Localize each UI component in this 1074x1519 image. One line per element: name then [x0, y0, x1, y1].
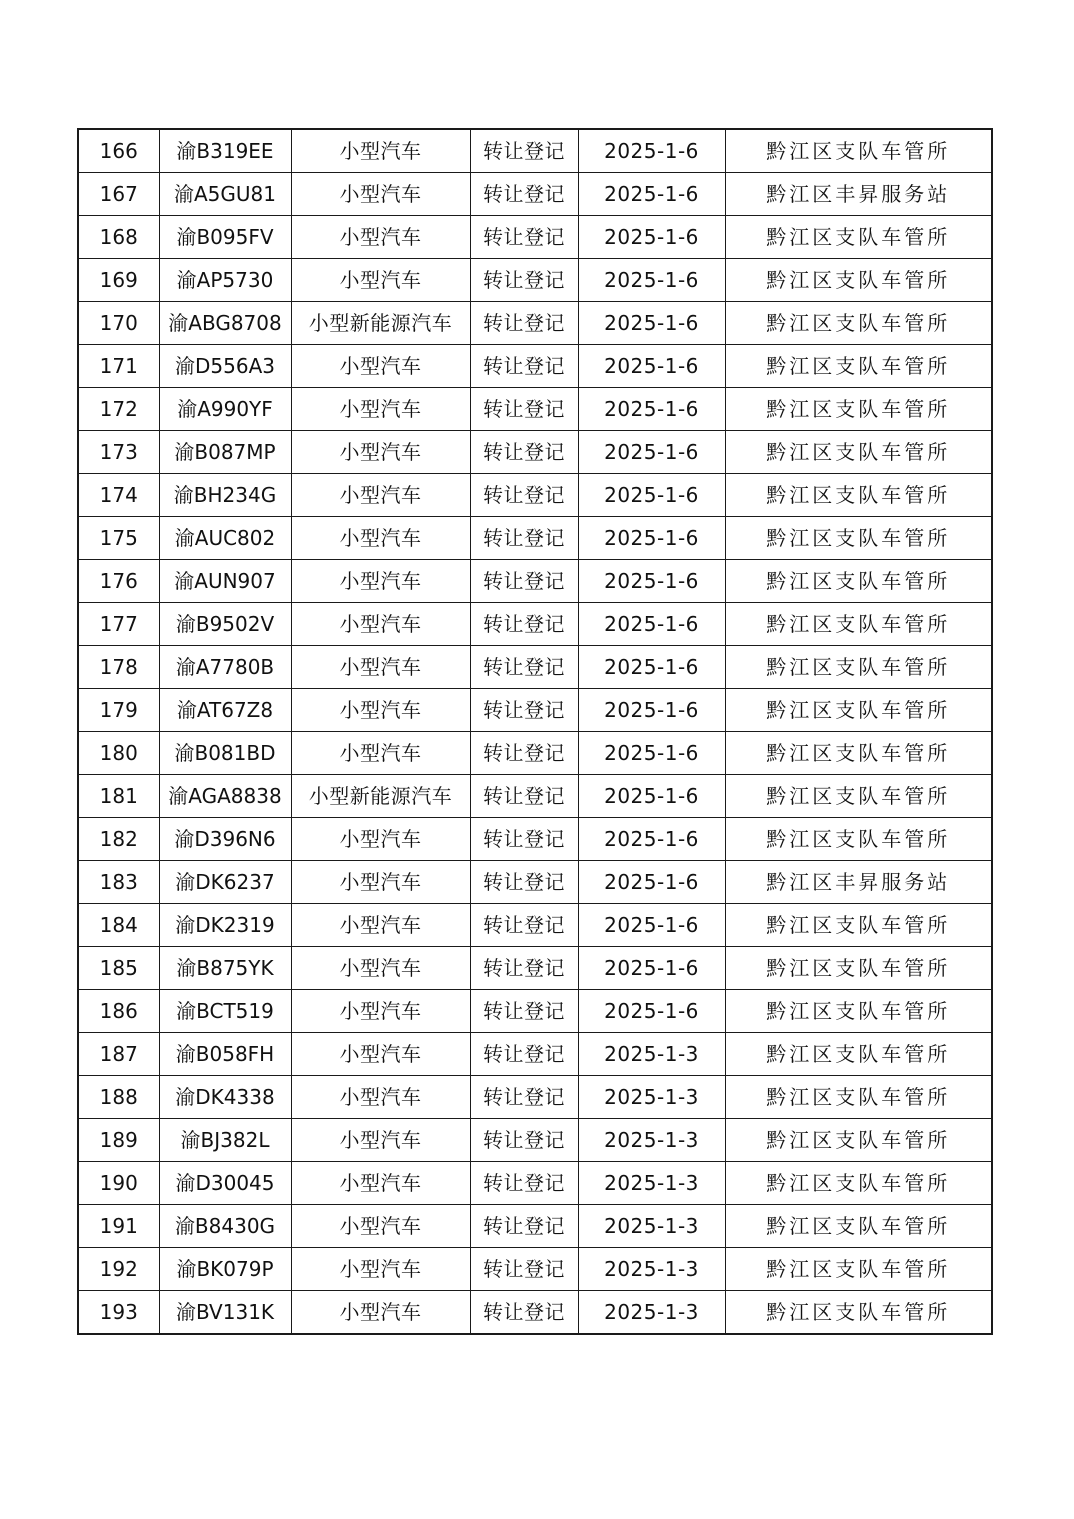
business-type-cell: 转让登记	[470, 689, 578, 732]
row-number-cell: 185	[78, 947, 159, 990]
row-number-cell: 171	[78, 345, 159, 388]
plate-number-cell: 渝B087MP	[159, 431, 291, 474]
business-type-cell: 转让登记	[470, 388, 578, 431]
office-cell: 黔江区支队车管所	[725, 129, 992, 173]
vehicle-type-cell: 小型汽车	[291, 947, 470, 990]
plate-number-cell: 渝A990YF	[159, 388, 291, 431]
row-number-cell: 189	[78, 1119, 159, 1162]
table-row	[78, 1205, 992, 1248]
office-cell: 黔江区支队车管所	[725, 216, 992, 259]
vehicle-type-cell: 小型汽车	[291, 173, 470, 216]
plate-number-cell: 渝DK4338	[159, 1076, 291, 1119]
plate-number-cell: 渝D30045	[159, 1162, 291, 1205]
office-cell: 黔江区支队车管所	[725, 302, 992, 345]
business-type-cell: 转让登记	[470, 947, 578, 990]
business-type-cell: 转让登记	[470, 904, 578, 947]
table-row	[78, 646, 992, 689]
date-cell: 2025-1-6	[578, 689, 725, 732]
table-row	[78, 1291, 992, 1335]
table-row	[78, 732, 992, 775]
date-cell: 2025-1-6	[578, 216, 725, 259]
plate-number-cell: 渝BCT519	[159, 990, 291, 1033]
office-cell: 黔江区支队车管所	[725, 646, 992, 689]
table-row	[78, 861, 992, 904]
date-cell: 2025-1-3	[578, 1248, 725, 1291]
office-cell: 黔江区支队车管所	[725, 259, 992, 302]
table-row	[78, 1076, 992, 1119]
plate-number-cell: 渝A5GU81	[159, 173, 291, 216]
date-cell: 2025-1-3	[578, 1291, 725, 1335]
date-cell: 2025-1-6	[578, 302, 725, 345]
business-type-cell: 转让登记	[470, 474, 578, 517]
plate-number-cell: 渝AUC802	[159, 517, 291, 560]
date-cell: 2025-1-6	[578, 818, 725, 861]
table-row	[78, 1033, 992, 1076]
plate-number-cell: 渝DK2319	[159, 904, 291, 947]
vehicle-registration-table	[77, 128, 993, 1335]
office-cell: 黔江区支队车管所	[725, 388, 992, 431]
plate-number-cell: 渝B9502V	[159, 603, 291, 646]
row-number-cell: 177	[78, 603, 159, 646]
plate-number-cell: 渝ABG8708	[159, 302, 291, 345]
table-row	[78, 345, 992, 388]
table-row	[78, 990, 992, 1033]
vehicle-type-cell: 小型汽车	[291, 818, 470, 861]
date-cell: 2025-1-6	[578, 129, 725, 173]
plate-number-cell: 渝D556A3	[159, 345, 291, 388]
office-cell: 黔江区支队车管所	[725, 517, 992, 560]
table-row	[78, 474, 992, 517]
date-cell: 2025-1-3	[578, 1205, 725, 1248]
office-cell: 黔江区支队车管所	[725, 1248, 992, 1291]
vehicle-type-cell: 小型新能源汽车	[291, 302, 470, 345]
date-cell: 2025-1-6	[578, 732, 725, 775]
vehicle-type-cell: 小型汽车	[291, 689, 470, 732]
office-cell: 黔江区支队车管所	[725, 560, 992, 603]
office-cell: 黔江区支队车管所	[725, 775, 992, 818]
vehicle-type-cell: 小型汽车	[291, 646, 470, 689]
date-cell: 2025-1-6	[578, 775, 725, 818]
date-cell: 2025-1-6	[578, 861, 725, 904]
vehicle-type-cell: 小型汽车	[291, 732, 470, 775]
plate-number-cell: 渝BK079P	[159, 1248, 291, 1291]
table-row	[78, 302, 992, 345]
vehicle-type-cell: 小型汽车	[291, 861, 470, 904]
business-type-cell: 转让登记	[470, 861, 578, 904]
row-number-cell: 176	[78, 560, 159, 603]
office-cell: 黔江区支队车管所	[725, 1162, 992, 1205]
row-number-cell: 192	[78, 1248, 159, 1291]
row-number-cell: 186	[78, 990, 159, 1033]
table-row	[78, 1162, 992, 1205]
row-number-cell: 169	[78, 259, 159, 302]
vehicle-type-cell: 小型汽车	[291, 603, 470, 646]
table-row	[78, 259, 992, 302]
plate-number-cell: 渝DK6237	[159, 861, 291, 904]
office-cell: 黔江区支队车管所	[725, 603, 992, 646]
office-cell: 黔江区支队车管所	[725, 474, 992, 517]
row-number-cell: 168	[78, 216, 159, 259]
business-type-cell: 转让登记	[470, 129, 578, 173]
table-row	[78, 216, 992, 259]
vehicle-type-cell: 小型汽车	[291, 1205, 470, 1248]
plate-number-cell: 渝B095FV	[159, 216, 291, 259]
business-type-cell: 转让登记	[470, 1076, 578, 1119]
row-number-cell: 170	[78, 302, 159, 345]
business-type-cell: 转让登记	[470, 259, 578, 302]
table-row	[78, 173, 992, 216]
row-number-cell: 172	[78, 388, 159, 431]
business-type-cell: 转让登记	[470, 345, 578, 388]
table-row	[78, 603, 992, 646]
plate-number-cell: 渝B8430G	[159, 1205, 291, 1248]
row-number-cell: 191	[78, 1205, 159, 1248]
row-number-cell: 178	[78, 646, 159, 689]
table-row	[78, 431, 992, 474]
row-number-cell: 167	[78, 173, 159, 216]
table-row	[78, 1248, 992, 1291]
date-cell: 2025-1-6	[578, 474, 725, 517]
office-cell: 黔江区支队车管所	[725, 689, 992, 732]
vehicle-type-cell: 小型汽车	[291, 990, 470, 1033]
row-number-cell: 174	[78, 474, 159, 517]
office-cell: 黔江区支队车管所	[725, 1033, 992, 1076]
row-number-cell: 183	[78, 861, 159, 904]
table-body	[78, 129, 992, 1334]
office-cell: 黔江区支队车管所	[725, 1291, 992, 1335]
vehicle-type-cell: 小型汽车	[291, 1033, 470, 1076]
date-cell: 2025-1-6	[578, 345, 725, 388]
date-cell: 2025-1-6	[578, 990, 725, 1033]
table-row	[78, 904, 992, 947]
date-cell: 2025-1-6	[578, 517, 725, 560]
vehicle-type-cell: 小型汽车	[291, 345, 470, 388]
business-type-cell: 转让登记	[470, 560, 578, 603]
plate-number-cell: 渝AGA8838	[159, 775, 291, 818]
row-number-cell: 179	[78, 689, 159, 732]
vehicle-type-cell: 小型汽车	[291, 1119, 470, 1162]
table-row	[78, 947, 992, 990]
business-type-cell: 转让登记	[470, 517, 578, 560]
row-number-cell: 180	[78, 732, 159, 775]
date-cell: 2025-1-3	[578, 1162, 725, 1205]
vehicle-type-cell: 小型汽车	[291, 474, 470, 517]
business-type-cell: 转让登记	[470, 431, 578, 474]
vehicle-type-cell: 小型汽车	[291, 259, 470, 302]
office-cell: 黔江区支队车管所	[725, 1205, 992, 1248]
date-cell: 2025-1-6	[578, 173, 725, 216]
row-number-cell: 184	[78, 904, 159, 947]
plate-number-cell: 渝B875YK	[159, 947, 291, 990]
business-type-cell: 转让登记	[470, 1205, 578, 1248]
vehicle-type-cell: 小型新能源汽车	[291, 775, 470, 818]
office-cell: 黔江区支队车管所	[725, 990, 992, 1033]
table-row	[78, 689, 992, 732]
business-type-cell: 转让登记	[470, 818, 578, 861]
vehicle-type-cell: 小型汽车	[291, 388, 470, 431]
vehicle-type-cell: 小型汽车	[291, 216, 470, 259]
date-cell: 2025-1-3	[578, 1076, 725, 1119]
business-type-cell: 转让登记	[470, 732, 578, 775]
office-cell: 黔江区支队车管所	[725, 732, 992, 775]
date-cell: 2025-1-6	[578, 904, 725, 947]
table-row	[78, 517, 992, 560]
office-cell: 黔江区支队车管所	[725, 431, 992, 474]
row-number-cell: 190	[78, 1162, 159, 1205]
plate-number-cell: 渝B058FH	[159, 1033, 291, 1076]
date-cell: 2025-1-3	[578, 1033, 725, 1076]
business-type-cell: 转让登记	[470, 775, 578, 818]
plate-number-cell: 渝D396N6	[159, 818, 291, 861]
business-type-cell: 转让登记	[470, 1162, 578, 1205]
table-row	[78, 388, 992, 431]
plate-number-cell: 渝BH234G	[159, 474, 291, 517]
vehicle-type-cell: 小型汽车	[291, 1076, 470, 1119]
row-number-cell: 181	[78, 775, 159, 818]
vehicle-type-cell: 小型汽车	[291, 129, 470, 173]
date-cell: 2025-1-6	[578, 388, 725, 431]
plate-number-cell: 渝A7780B	[159, 646, 291, 689]
business-type-cell: 转让登记	[470, 990, 578, 1033]
office-cell: 黔江区丰昇服务站	[725, 173, 992, 216]
office-cell: 黔江区支队车管所	[725, 1119, 992, 1162]
vehicle-type-cell: 小型汽车	[291, 1162, 470, 1205]
business-type-cell: 转让登记	[470, 302, 578, 345]
business-type-cell: 转让登记	[470, 1033, 578, 1076]
plate-number-cell: 渝BV131K	[159, 1291, 291, 1335]
date-cell: 2025-1-6	[578, 603, 725, 646]
plate-number-cell: 渝BJ382L	[159, 1119, 291, 1162]
business-type-cell: 转让登记	[470, 173, 578, 216]
row-number-cell: 175	[78, 517, 159, 560]
table-row	[78, 818, 992, 861]
office-cell: 黔江区支队车管所	[725, 947, 992, 990]
plate-number-cell: 渝B319EE	[159, 129, 291, 173]
table-row	[78, 560, 992, 603]
table-row	[78, 129, 992, 173]
plate-number-cell: 渝AUN907	[159, 560, 291, 603]
vehicle-type-cell: 小型汽车	[291, 517, 470, 560]
vehicle-type-cell: 小型汽车	[291, 904, 470, 947]
business-type-cell: 转让登记	[470, 603, 578, 646]
office-cell: 黔江区支队车管所	[725, 1076, 992, 1119]
business-type-cell: 转让登记	[470, 1119, 578, 1162]
office-cell: 黔江区支队车管所	[725, 818, 992, 861]
date-cell: 2025-1-6	[578, 646, 725, 689]
plate-number-cell: 渝AT67Z8	[159, 689, 291, 732]
office-cell: 黔江区丰昇服务站	[725, 861, 992, 904]
office-cell: 黔江区支队车管所	[725, 345, 992, 388]
date-cell: 2025-1-6	[578, 560, 725, 603]
business-type-cell: 转让登记	[470, 646, 578, 689]
row-number-cell: 187	[78, 1033, 159, 1076]
date-cell: 2025-1-3	[578, 1119, 725, 1162]
plate-number-cell: 渝B081BD	[159, 732, 291, 775]
table-row	[78, 775, 992, 818]
row-number-cell: 188	[78, 1076, 159, 1119]
row-number-cell: 166	[78, 129, 159, 173]
vehicle-type-cell: 小型汽车	[291, 560, 470, 603]
plate-number-cell: 渝AP5730	[159, 259, 291, 302]
row-number-cell: 182	[78, 818, 159, 861]
vehicle-type-cell: 小型汽车	[291, 1291, 470, 1335]
date-cell: 2025-1-6	[578, 431, 725, 474]
row-number-cell: 193	[78, 1291, 159, 1335]
vehicle-type-cell: 小型汽车	[291, 431, 470, 474]
table-row	[78, 1119, 992, 1162]
vehicle-type-cell: 小型汽车	[291, 1248, 470, 1291]
business-type-cell: 转让登记	[470, 1291, 578, 1335]
business-type-cell: 转让登记	[470, 216, 578, 259]
date-cell: 2025-1-6	[578, 947, 725, 990]
office-cell: 黔江区支队车管所	[725, 904, 992, 947]
business-type-cell: 转让登记	[470, 1248, 578, 1291]
date-cell: 2025-1-6	[578, 259, 725, 302]
row-number-cell: 173	[78, 431, 159, 474]
